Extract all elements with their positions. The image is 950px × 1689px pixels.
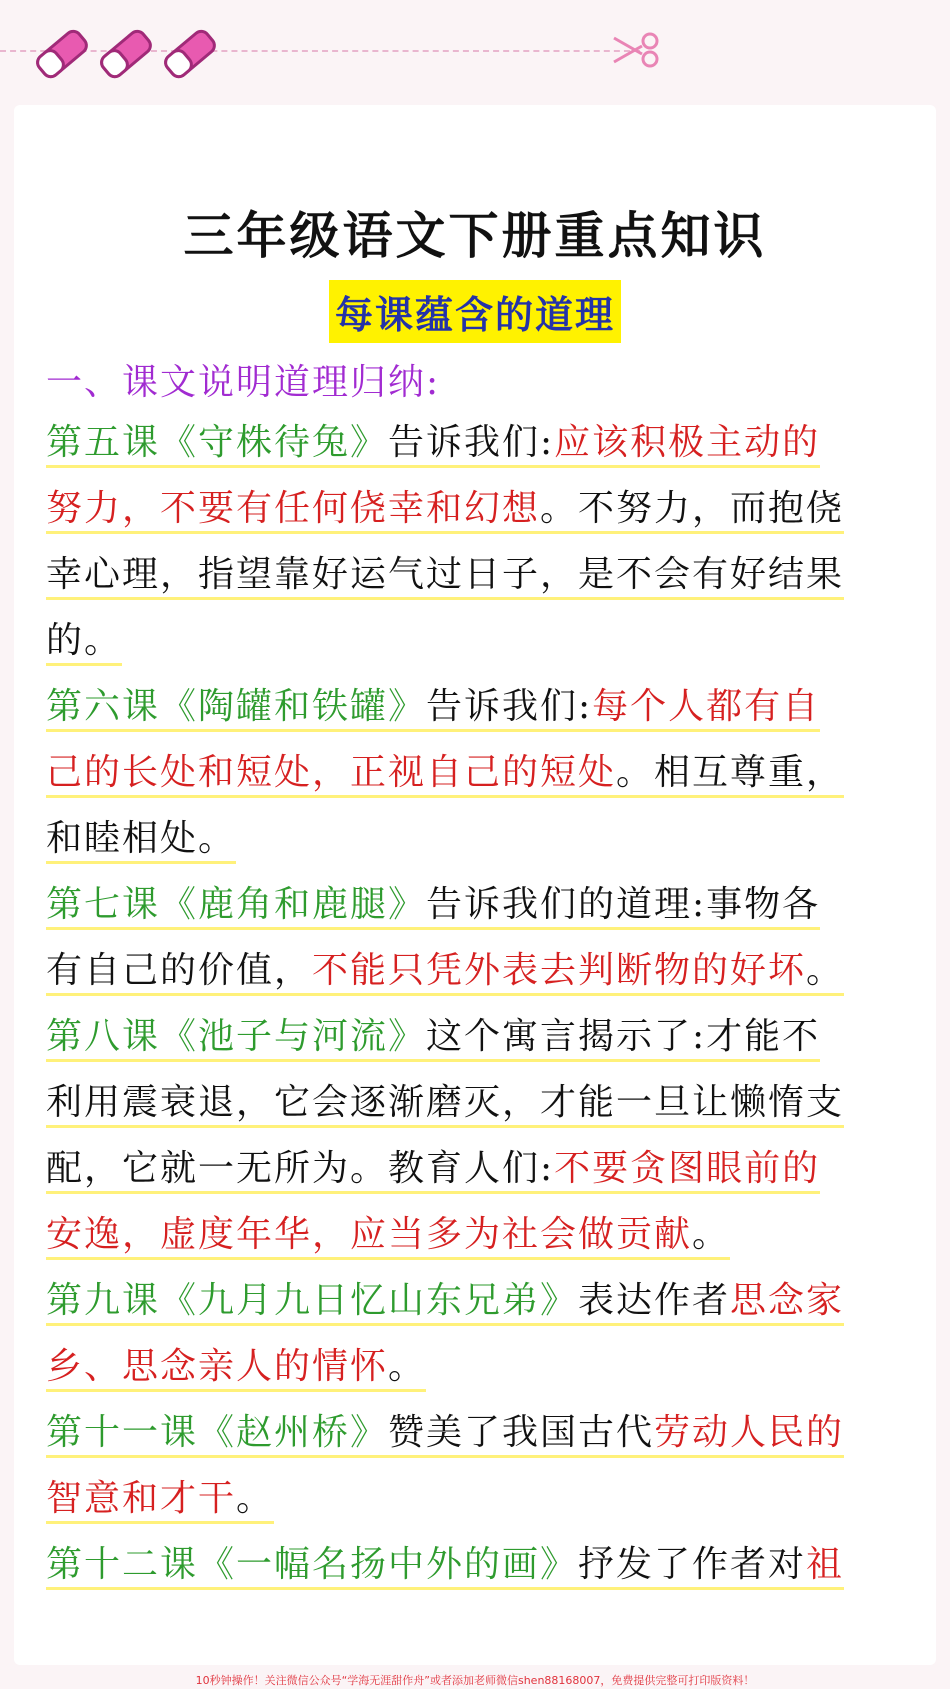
body-text: 利用震衰退，它会逐渐磨灭，才能一旦让懒惰支 [46,1082,845,1123]
body-text: 配，它就一无所为。教育人们: [46,1148,555,1189]
scissors-icon [612,32,664,68]
body-text: 赞美了我国古代 [388,1412,655,1453]
body-text: 。不努力，而抱侥 [540,488,845,529]
text-line [46,1466,921,1532]
body-text: 有自己的价值， [46,950,313,991]
section-heading: 一、课文说明道理归纳: [46,362,441,403]
body-text: 告诉我们: [388,422,555,463]
key-point: 不能只凭外表去判断物的好坏 [312,950,807,991]
key-point: 祖 [806,1544,845,1585]
text-line [46,674,921,740]
footer-notice: 10秒钟操作！关注微信公众号“学海无涯甜作舟”或者添加老师微信shen88168007，免费提供完整可打印版资料！ [195,1674,755,1687]
page-subtitle: 每课蕴含的道理 [329,280,621,343]
text-line [46,410,921,476]
lesson-title: 第八课《池子与河流》 [46,1016,427,1057]
body-text: 。 [692,1214,731,1255]
key-point: 己的长处和短处，正视自己的短处 [46,752,617,793]
underlined-line-content [46,1412,844,1458]
text-line [46,938,921,1004]
text-line [46,1070,921,1136]
key-point: 每个人都有自 [592,686,821,727]
body-text: 的。 [46,620,123,661]
key-point: 乡、思念亲人的情怀 [46,1346,389,1387]
key-point: 劳动人民的 [654,1412,845,1453]
top-decoration-bar [0,0,950,110]
lesson-text-block [46,410,921,1598]
text-line [46,1202,921,1268]
underlined-line-content [46,1346,426,1392]
text-line [46,1136,921,1202]
body-text: 。相互尊重， [616,752,845,793]
text-line [46,1532,921,1598]
body-text: 。 [806,950,845,991]
text-line [46,476,921,542]
underlined-line-content [46,1478,274,1524]
body-text: 幸心理，指望靠好运气过日子，是不会有好结果 [46,554,845,595]
lesson-title: 第十二课《一幅名扬中外的画》 [46,1544,579,1585]
underlined-line-content [46,1082,844,1128]
eraser-icon [94,22,158,86]
underlined-line-content [46,1544,844,1590]
body-text: 表达作者 [578,1280,731,1321]
body-text: 和睦相处。 [46,818,237,859]
body-text: 。 [236,1478,275,1519]
underlined-line-content [46,1016,820,1062]
body-text: 。 [388,1346,427,1387]
body-text: 抒发了作者对 [578,1544,807,1585]
text-line [46,1400,921,1466]
underlined-line-content [46,1148,820,1194]
text-line [46,806,921,872]
lesson-title: 第九课《九月九日忆山东兄弟》 [46,1280,579,1321]
text-line [46,872,921,938]
underlined-line-content [46,1280,844,1326]
text-line [46,608,921,674]
lesson-title: 第六课《陶罐和铁罐》 [46,686,427,727]
body-text: 告诉我们的道理:事物各 [426,884,821,925]
underlined-line-content [46,818,236,864]
lesson-title: 第七课《鹿角和鹿腿》 [46,884,427,925]
underlined-line-content [46,554,844,600]
underlined-line-content [46,422,820,468]
key-point: 思念家 [730,1280,845,1321]
key-point: 不要贪图眼前的 [554,1148,821,1189]
eraser-icon [30,22,94,86]
body-text: 这个寓言揭示了:才能不 [426,1016,821,1057]
underlined-line-content [46,686,820,732]
text-line [46,1334,921,1400]
lesson-title: 第五课《守株待兔》 [46,422,389,463]
key-point: 智意和才干 [46,1478,237,1519]
text-line [46,740,921,806]
lesson-title: 第十一课《赵州桥》 [46,1412,389,1453]
text-line [46,1268,921,1334]
key-point: 努力，不要有任何侥幸和幻想 [46,488,541,529]
underlined-line-content [46,950,844,996]
underlined-line-content [46,884,820,930]
underlined-line-content [46,1214,730,1260]
page-title: 三年级语文下册重点知识 [183,207,767,265]
underlined-line-content [46,752,844,798]
body-text: 告诉我们: [426,686,593,727]
key-point: 安逸，虚度年华，应当多为社会做贡献 [46,1214,693,1255]
eraser-icon [158,22,222,86]
underlined-line-content [46,488,844,534]
subtitle-container [0,280,950,343]
text-line [46,542,921,608]
underlined-line-content [46,620,122,666]
text-line [46,1004,921,1070]
key-point: 应该积极主动的 [554,422,821,463]
